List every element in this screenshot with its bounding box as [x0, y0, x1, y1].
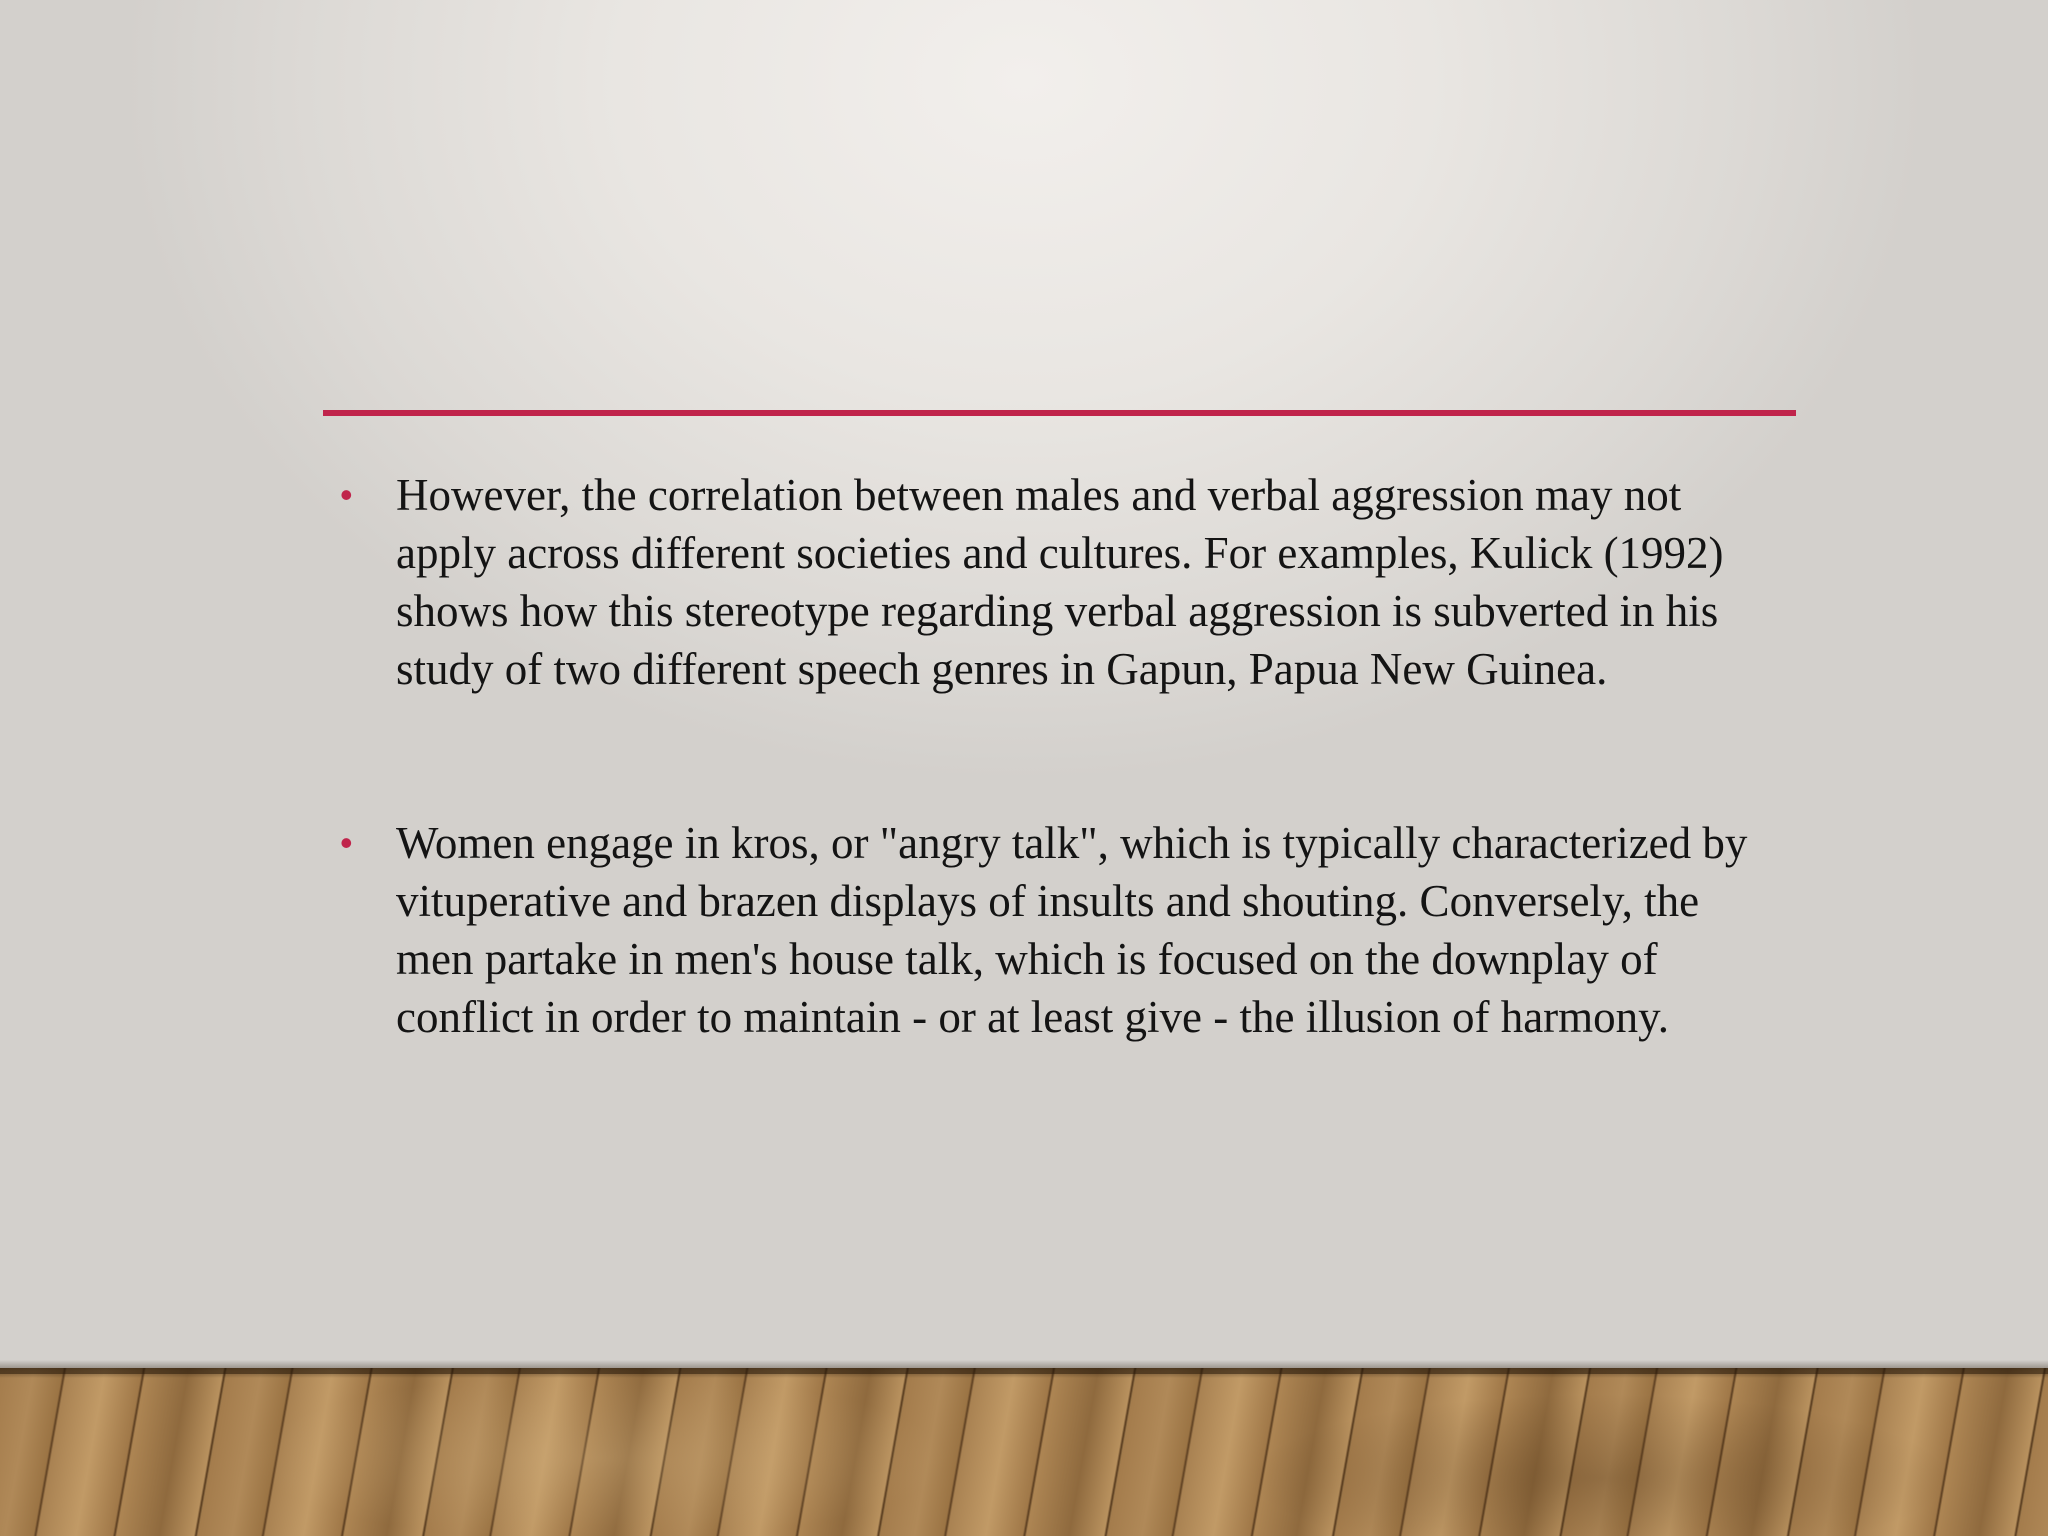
- bullet-text: However, the correlation between males and verbal aggression may not apply across different societies and cultures. For examples, Kulick (1992) shows how this stereotype regarding verbal aggression is subverted in his study of two different speech genres in Gapun, Papua New Guinea.: [396, 470, 1724, 694]
- title-divider-line: [323, 410, 1796, 416]
- floor-shadow: [0, 1360, 2048, 1374]
- floor-lighting: [0, 1368, 2048, 1536]
- bullet-item: [340, 814, 1780, 1046]
- bullet-dot-icon: •: [340, 822, 353, 863]
- bullet-dot-icon: •: [340, 474, 353, 515]
- bullet-list: [340, 466, 1780, 1046]
- bullet-text: Women engage in kros, or "angry talk", which is typically characterized by vituperative and brazen displays of insults and shouting. Conversely, the men partake in men's house talk, which is focused on the downplay of conflict in order to maintain - or at least give - the illusion of harmony.: [396, 818, 1748, 1042]
- bullet-item: [340, 466, 1780, 698]
